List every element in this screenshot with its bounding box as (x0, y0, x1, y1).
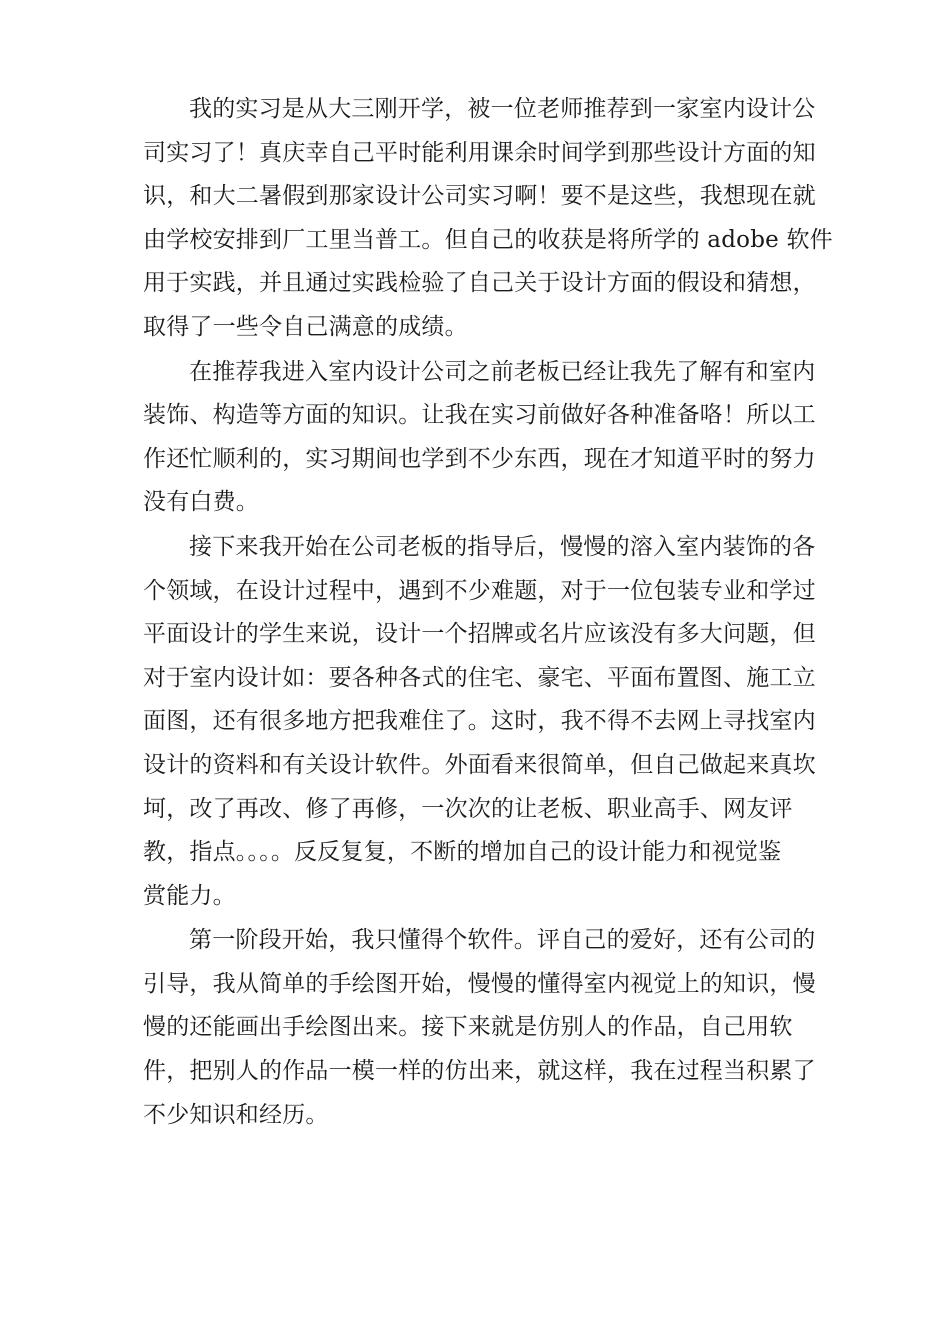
paragraph-line: 用于实践，并且通过实践检验了自己关于设计方面的假设和猜想， (143, 270, 816, 297)
paragraph-line: 坷，改了再改、修了再修，一次次的让老板、职业高手、网友评 (143, 795, 793, 822)
paragraph-line: 接下来我开始在公司老板的指导后，慢慢的溶入室内装饰的各 (189, 533, 816, 560)
paragraph-line: 设计的资料和有关设计软件。外面看来很简单，但自己做起来真坎 (143, 751, 816, 778)
paragraph-1 (143, 88, 833, 350)
paragraph-line: 我的实习是从大三刚开学，被一位老师推荐到一家室内设计公 (189, 96, 816, 122)
paragraph-line: 不少知识和经历。 (143, 1101, 329, 1128)
paragraph-line: 由学校安排到厂工里当普工。但自己的收获是将所学的 adobe 软件 (143, 226, 833, 253)
paragraph-line: 装饰、构造等方面的知识。让我在实习前做好各种准备咯！所以工 (143, 402, 816, 429)
paragraph-line: 第一阶段开始，我只懂得个软件。评自己的爱好，还有公司的 (189, 927, 816, 954)
paragraph-line: 引导，我从简单的手绘图开始，慢慢的懂得室内视觉上的知识，慢 (143, 970, 816, 997)
paragraph-line: 赏能力。 (143, 882, 236, 909)
paragraph-4 (143, 919, 816, 1137)
paragraph-line: 作还忙顺利的，实习期间也学到不少东西，现在才知道平时的努力 (143, 445, 816, 472)
paragraph-3 (143, 526, 816, 918)
paragraph-line: 司实习了！真庆幸自己平时能利用课余时间学到那些设计方面的知 (143, 139, 816, 166)
paragraph-line: 识，和大二暑假到那家设计公司实习啊！要不是这些，我想现在就 (143, 183, 816, 210)
paragraph-line: 对于室内设计如：要各种各式的住宅、豪宅、平面布置图、施工立 (143, 664, 816, 691)
document-body (143, 88, 833, 1138)
paragraph-line: 教，指点。。。。反反复复，不断的增加自己的设计能力和视觉鉴 (143, 839, 782, 866)
paragraph-line: 面图，还有很多地方把我难住了。这时，我不得不去网上寻找室内 (143, 708, 816, 735)
paragraph-line: 没有白费。 (143, 489, 259, 516)
paragraph-line: 平面设计的学生来说，设计一个招牌或名片应该没有多大问题，但 (143, 621, 816, 648)
paragraph-line: 个领域，在设计过程中，遇到不少难题，对于一位包装专业和学过 (143, 577, 816, 604)
paragraph-line: 取得了一些令自己满意的成绩。 (143, 313, 468, 340)
paragraph-line: 件，把别人的作品一模一样的仿出来，就这样，我在过程当积累了 (143, 1058, 816, 1085)
paragraph-2 (143, 351, 816, 525)
paragraph-line: 慢的还能画出手绘图出来。接下来就是仿别人的作品，自己用软 (143, 1014, 793, 1041)
paragraph-line: 在推荐我进入室内设计公司之前老板已经让我先了解有和室内 (189, 358, 816, 385)
